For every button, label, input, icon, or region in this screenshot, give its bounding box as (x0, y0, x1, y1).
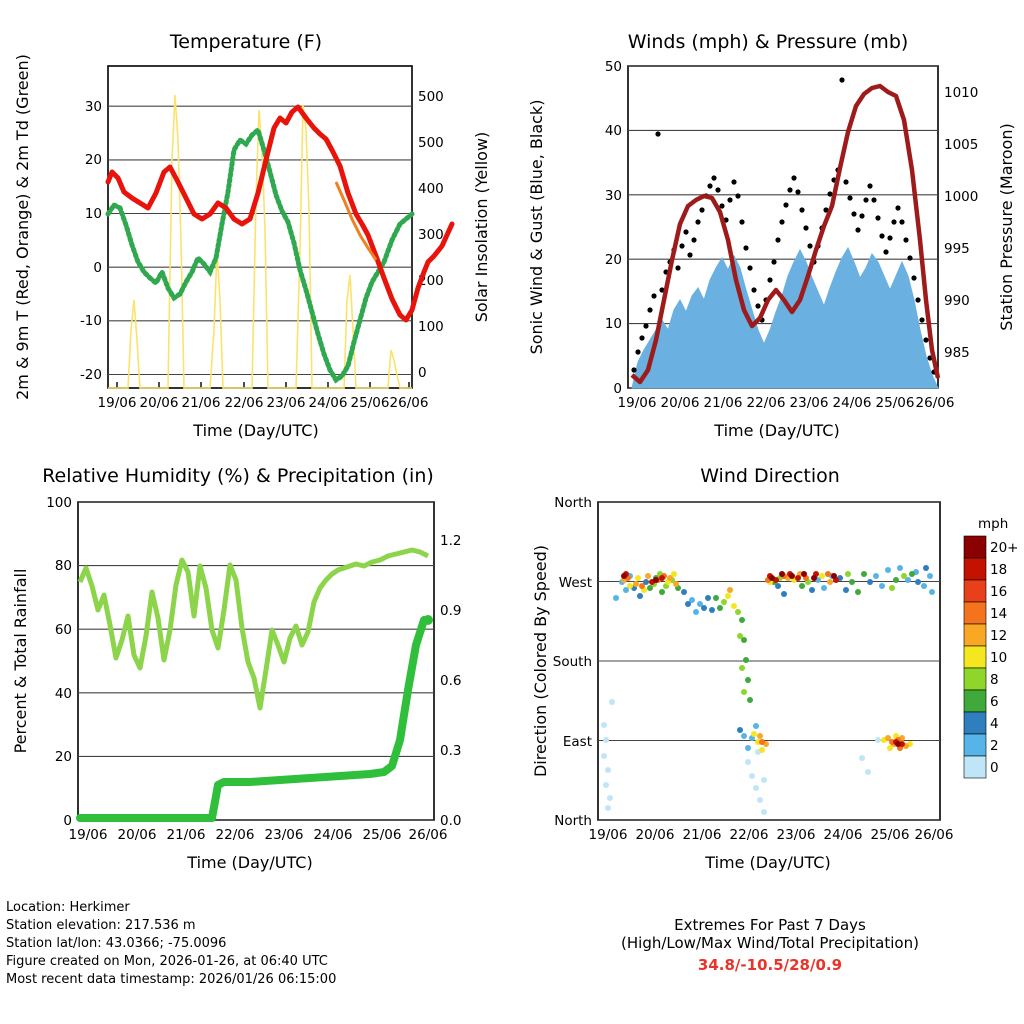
winds-ylabel-left: Sonic Wind & Gust (Blue, Black) (527, 99, 546, 355)
svg-text:22/06: 22/06 (224, 395, 264, 411)
temperature-xlabel: Time (Day/UTC) (193, 421, 319, 440)
svg-text:South: South (552, 654, 592, 670)
svg-text:19/06: 19/06 (588, 827, 628, 843)
panel-wind-direction (512, 440, 1024, 900)
svg-text:24/06: 24/06 (308, 395, 348, 411)
winds-ylabel-right: Station Pressure (Maroon) (997, 123, 1016, 331)
svg-text:20/06: 20/06 (660, 395, 700, 411)
svg-text:-10: -10 (79, 313, 102, 329)
svg-text:300: 300 (418, 227, 444, 243)
metadata-location: Location: Herkimer (6, 900, 130, 915)
extremes-subheading: (High/Low/Max Wind/Total Precipitation) (621, 934, 919, 952)
temperature-xticks (98, 395, 429, 411)
svg-text:North: North (554, 495, 592, 511)
svg-text:0: 0 (418, 365, 427, 381)
svg-text:23/06: 23/06 (776, 827, 816, 843)
svg-text:25/06: 25/06 (350, 395, 390, 411)
svg-text:500: 500 (418, 135, 444, 151)
svg-text:21/06: 21/06 (682, 827, 722, 843)
svg-text:North: North (554, 813, 592, 829)
svg-text:4: 4 (990, 716, 999, 732)
humidity-ylabel-left: Percent & Total Rainfall (11, 568, 30, 754)
svg-text:20/06: 20/06 (117, 827, 157, 843)
svg-text:100: 100 (418, 319, 444, 335)
colorbar-labels (990, 540, 1019, 776)
svg-text:0: 0 (93, 260, 102, 276)
winds-yticks-left (605, 59, 622, 397)
temperature-title: Temperature (F) (169, 31, 323, 53)
svg-text:18: 18 (990, 562, 1008, 578)
winds-xticks (618, 395, 955, 411)
svg-text:19/06: 19/06 (617, 395, 657, 411)
svg-text:0.9: 0.9 (440, 603, 462, 619)
svg-text:24/06: 24/06 (313, 827, 353, 843)
wind-direction-ylabel: Direction (Colored By Speed) (531, 544, 550, 778)
svg-text:20: 20 (54, 749, 72, 765)
temperature-gridlines (108, 106, 412, 374)
svg-text:26/06: 26/06 (389, 395, 429, 411)
svg-text:200: 200 (418, 273, 444, 289)
svg-text:0.3: 0.3 (440, 743, 462, 759)
extremes-heading: Extremes For Past 7 Days (674, 916, 866, 934)
panel-humidity (0, 440, 512, 900)
svg-text:20/06: 20/06 (139, 395, 179, 411)
winds-yticks-right (944, 85, 978, 361)
svg-text:21/06: 21/06 (166, 827, 206, 843)
dewpoint-series (108, 130, 412, 380)
svg-text:23/06: 23/06 (789, 395, 829, 411)
rainfall-endpoint (423, 615, 433, 625)
temperature-xtickmarks (117, 382, 409, 388)
svg-text:8: 8 (990, 672, 999, 688)
svg-text:25/06: 25/06 (362, 827, 402, 843)
svg-text:20: 20 (604, 252, 622, 268)
svg-text:50: 50 (604, 59, 622, 75)
extremes-values: 34.8/-10.5/28/0.9 (697, 956, 843, 974)
station-metadata (6, 899, 506, 989)
svg-text:20+: 20+ (990, 540, 1019, 556)
svg-text:1.2: 1.2 (440, 533, 462, 549)
svg-text:0.0: 0.0 (440, 813, 462, 829)
temperature-9m-series (336, 182, 376, 260)
wind-direction-xlabel: Time (Day/UTC) (705, 853, 831, 872)
temperature-chart (0, 0, 512, 440)
svg-text:22/06: 22/06 (729, 827, 769, 843)
svg-text:1010: 1010 (944, 85, 979, 101)
svg-text:-20: -20 (79, 367, 102, 383)
wind-direction-scatter (601, 565, 935, 815)
svg-text:30: 30 (604, 188, 622, 204)
wind-direction-title: Wind Direction (700, 465, 840, 487)
svg-text:0.6: 0.6 (440, 673, 462, 689)
svg-text:60: 60 (54, 622, 72, 638)
wind-direction-yticks (553, 495, 592, 829)
panel-temperature (0, 0, 512, 440)
metadata-recent-timestamp: Most recent data timestamp: 2026/01/26 06:15:00 (6, 972, 337, 987)
svg-text:12: 12 (990, 628, 1008, 644)
svg-text:26/06: 26/06 (408, 827, 448, 843)
svg-text:24/06: 24/06 (823, 827, 863, 843)
svg-text:80: 80 (54, 558, 72, 574)
svg-text:0: 0 (63, 813, 72, 829)
svg-text:10: 10 (604, 316, 622, 332)
svg-text:2: 2 (990, 738, 999, 754)
humidity-chart (0, 440, 512, 900)
humidity-yticks-right (440, 533, 461, 829)
humidity-title: Relative Humidity (%) & Precipitation (in) (42, 465, 434, 487)
svg-text:1000: 1000 (944, 189, 979, 205)
wind-direction-chart (512, 440, 1024, 900)
temperature-yticks-right (418, 89, 444, 381)
temperature-ylabel-left: 2m & 9m T (Red, Orange) & 2m Td (Green) (13, 54, 32, 400)
svg-text:21/06: 21/06 (703, 395, 743, 411)
svg-text:23/06: 23/06 (264, 827, 304, 843)
svg-text:990: 990 (944, 293, 970, 309)
svg-text:22/06: 22/06 (746, 395, 786, 411)
svg-text:West: West (558, 575, 592, 591)
svg-text:40: 40 (604, 123, 622, 139)
svg-text:16: 16 (990, 584, 1008, 600)
humidity-xticks (69, 827, 448, 843)
humidity-xlabel: Time (Day/UTC) (187, 853, 313, 872)
temperature-yticks-left (80, 99, 102, 383)
svg-text:26/06: 26/06 (915, 395, 955, 411)
svg-text:10: 10 (990, 650, 1008, 666)
svg-text:21/06: 21/06 (181, 395, 221, 411)
temperature-ylabel-right: Solar Insolation (Yellow) (472, 131, 491, 323)
svg-text:40: 40 (54, 686, 72, 702)
humidity-yticks-left (46, 495, 72, 829)
panel-winds (512, 0, 1024, 440)
winds-chart (512, 0, 1024, 440)
winds-xlabel: Time (Day/UTC) (714, 421, 840, 440)
svg-text:500: 500 (418, 89, 444, 105)
metadata-latlon: Station lat/lon: 43.0366; -75.0096 (6, 936, 227, 951)
svg-text:14: 14 (990, 606, 1008, 622)
svg-text:985: 985 (944, 345, 970, 361)
svg-text:30: 30 (84, 99, 102, 115)
metadata-created: Figure created on Mon, 2026-01-26, at 06:40 UTC (6, 954, 328, 969)
wind-speed-colorbar (964, 516, 1019, 778)
svg-text:1005: 1005 (944, 137, 979, 153)
svg-text:20/06: 20/06 (635, 827, 675, 843)
winds-title: Winds (mph) & Pressure (mb) (627, 31, 909, 53)
metadata-elevation: Station elevation: 217.536 m (6, 918, 196, 933)
svg-text:0: 0 (613, 381, 622, 397)
extremes-summary (600, 916, 940, 974)
svg-text:25/06: 25/06 (875, 395, 915, 411)
svg-text:22/06: 22/06 (215, 827, 255, 843)
wind-direction-xticks (589, 827, 954, 843)
colorbar-title: mph (978, 516, 1009, 532)
svg-text:20: 20 (84, 152, 102, 168)
svg-text:0: 0 (990, 760, 999, 776)
svg-text:19/06: 19/06 (97, 395, 137, 411)
svg-text:400: 400 (418, 181, 444, 197)
svg-text:25/06: 25/06 (870, 827, 910, 843)
svg-text:100: 100 (46, 495, 72, 511)
svg-text:26/06: 26/06 (914, 827, 954, 843)
svg-text:995: 995 (944, 241, 970, 257)
svg-text:23/06: 23/06 (266, 395, 306, 411)
svg-text:6: 6 (990, 694, 999, 710)
svg-text:10: 10 (84, 206, 102, 222)
svg-text:East: East (562, 734, 592, 750)
svg-text:24/06: 24/06 (832, 395, 872, 411)
wind-direction-gridlines (598, 502, 940, 820)
svg-text:19/06: 19/06 (68, 827, 108, 843)
